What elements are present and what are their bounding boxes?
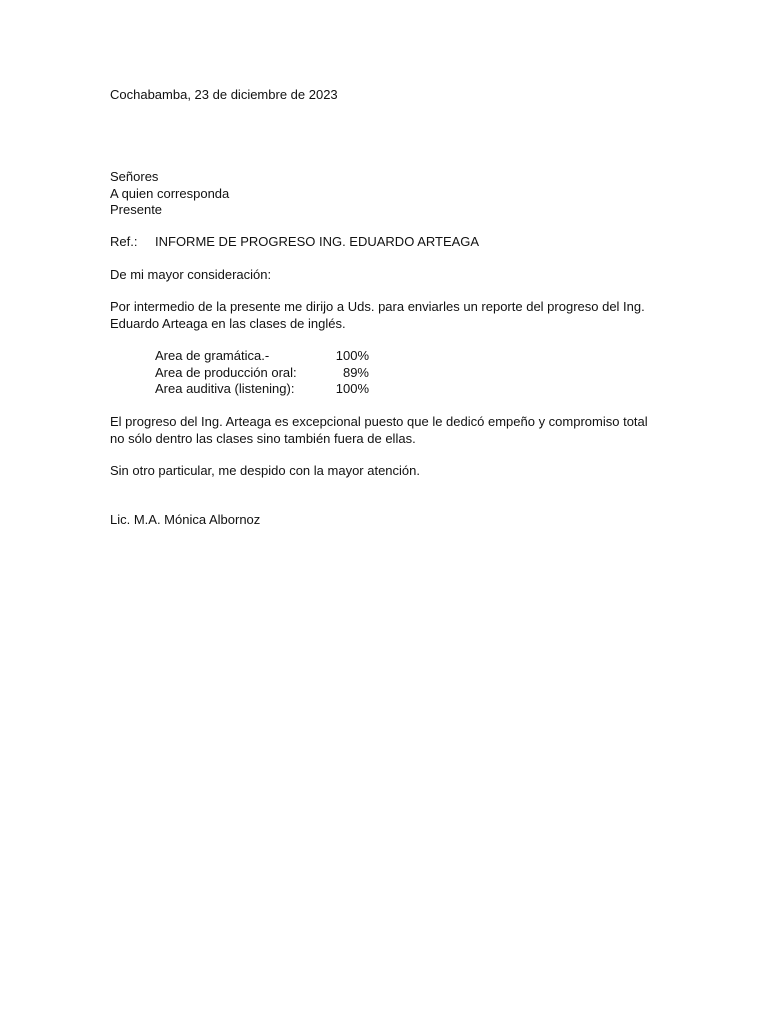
letter-date: Cochabamba, 23 de diciembre de 2023 [110, 87, 338, 102]
intro-paragraph [110, 299, 645, 332]
recipient-line: Señores [110, 169, 159, 184]
greeting: De mi mayor consideración: [110, 267, 272, 282]
farewell: Sin otro particular, me despido con la mayor atención. [110, 463, 421, 478]
score-value: 100% [335, 381, 369, 396]
recipient-line: A quien corresponda [110, 185, 230, 201]
score-value: 100% [335, 348, 369, 363]
recipient-line: Presente [110, 202, 163, 217]
scores-list [155, 348, 369, 398]
score-value: 89% [342, 364, 369, 380]
score-label: Area de producción oral: [155, 364, 297, 380]
score-label: Area de gramática.- [155, 348, 270, 363]
reference-line [110, 234, 479, 250]
paragraph-line: El progreso del Ing. Arteaga es excepcional puesto que le dedicó empeño y compromiso total [110, 414, 648, 429]
closing-paragraph [110, 414, 648, 447]
signature: Lic. M.A. Mónica Albornoz [110, 512, 261, 527]
reference-label: Ref.: [110, 234, 138, 249]
score-label: Area auditiva (listening): [155, 381, 295, 396]
reference-text: INFORME DE PROGRESO ING. EDUARDO ARTEAGA [155, 234, 480, 249]
paragraph-line: no sólo dentro las clases sino también fuera de ellas. [110, 430, 416, 446]
score-row [155, 365, 369, 382]
recipient-block [110, 169, 229, 219]
score-row [155, 381, 369, 398]
paragraph-line: Eduardo Arteaga en las clases de inglés. [110, 315, 346, 331]
paragraph-line: Por intermedio de la presente me dirijo a Uds. para enviarles un reporte del progreso del Ing. [110, 299, 645, 314]
score-row [155, 348, 369, 365]
